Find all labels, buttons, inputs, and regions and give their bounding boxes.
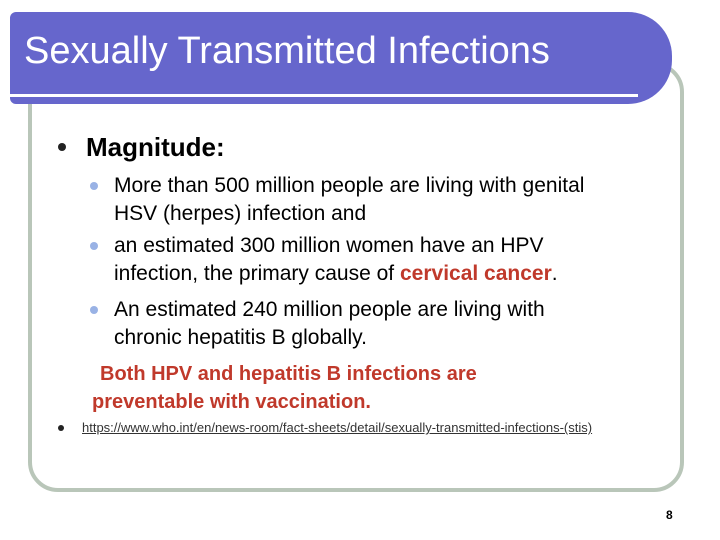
slide-title: Sexually Transmitted Infections [24,30,550,72]
vaccination-note: preventable with vaccination. [92,391,371,413]
bullet-icon [58,143,66,151]
main-point: Magnitude: [86,132,225,162]
highlight-text: cervical cancer [399,262,552,285]
source-link[interactable]: https://www.who.int/en/news-room/fact-sheets/detail/sexually-transmitted-infections-(stis) [82,420,593,435]
list-item-line: an estimated 300 million women have an HPV [114,234,544,257]
list-item-line: More than 500 million people are living with genital [114,174,585,197]
list-item-line: An estimated 240 million people are living with [114,298,545,321]
list-item [114,232,558,288]
title-underline [10,94,638,97]
bullet-icon [90,242,98,250]
list-item [114,172,584,228]
bullet-icon [58,425,64,431]
list-item-line [114,260,558,288]
text-segment: infection, the primary cause of [114,262,400,285]
text-segment: . [551,262,558,285]
bullet-icon [90,182,98,190]
page-number: 8 [666,508,673,522]
vaccination-note: Both HPV and hepatitis B infections are [100,363,477,385]
list-item-line: chronic hepatitis B globally. [114,326,367,349]
bullet-icon [90,306,98,314]
list-item [114,296,545,352]
list-item-line: HSV (herpes) infection and [114,202,367,225]
